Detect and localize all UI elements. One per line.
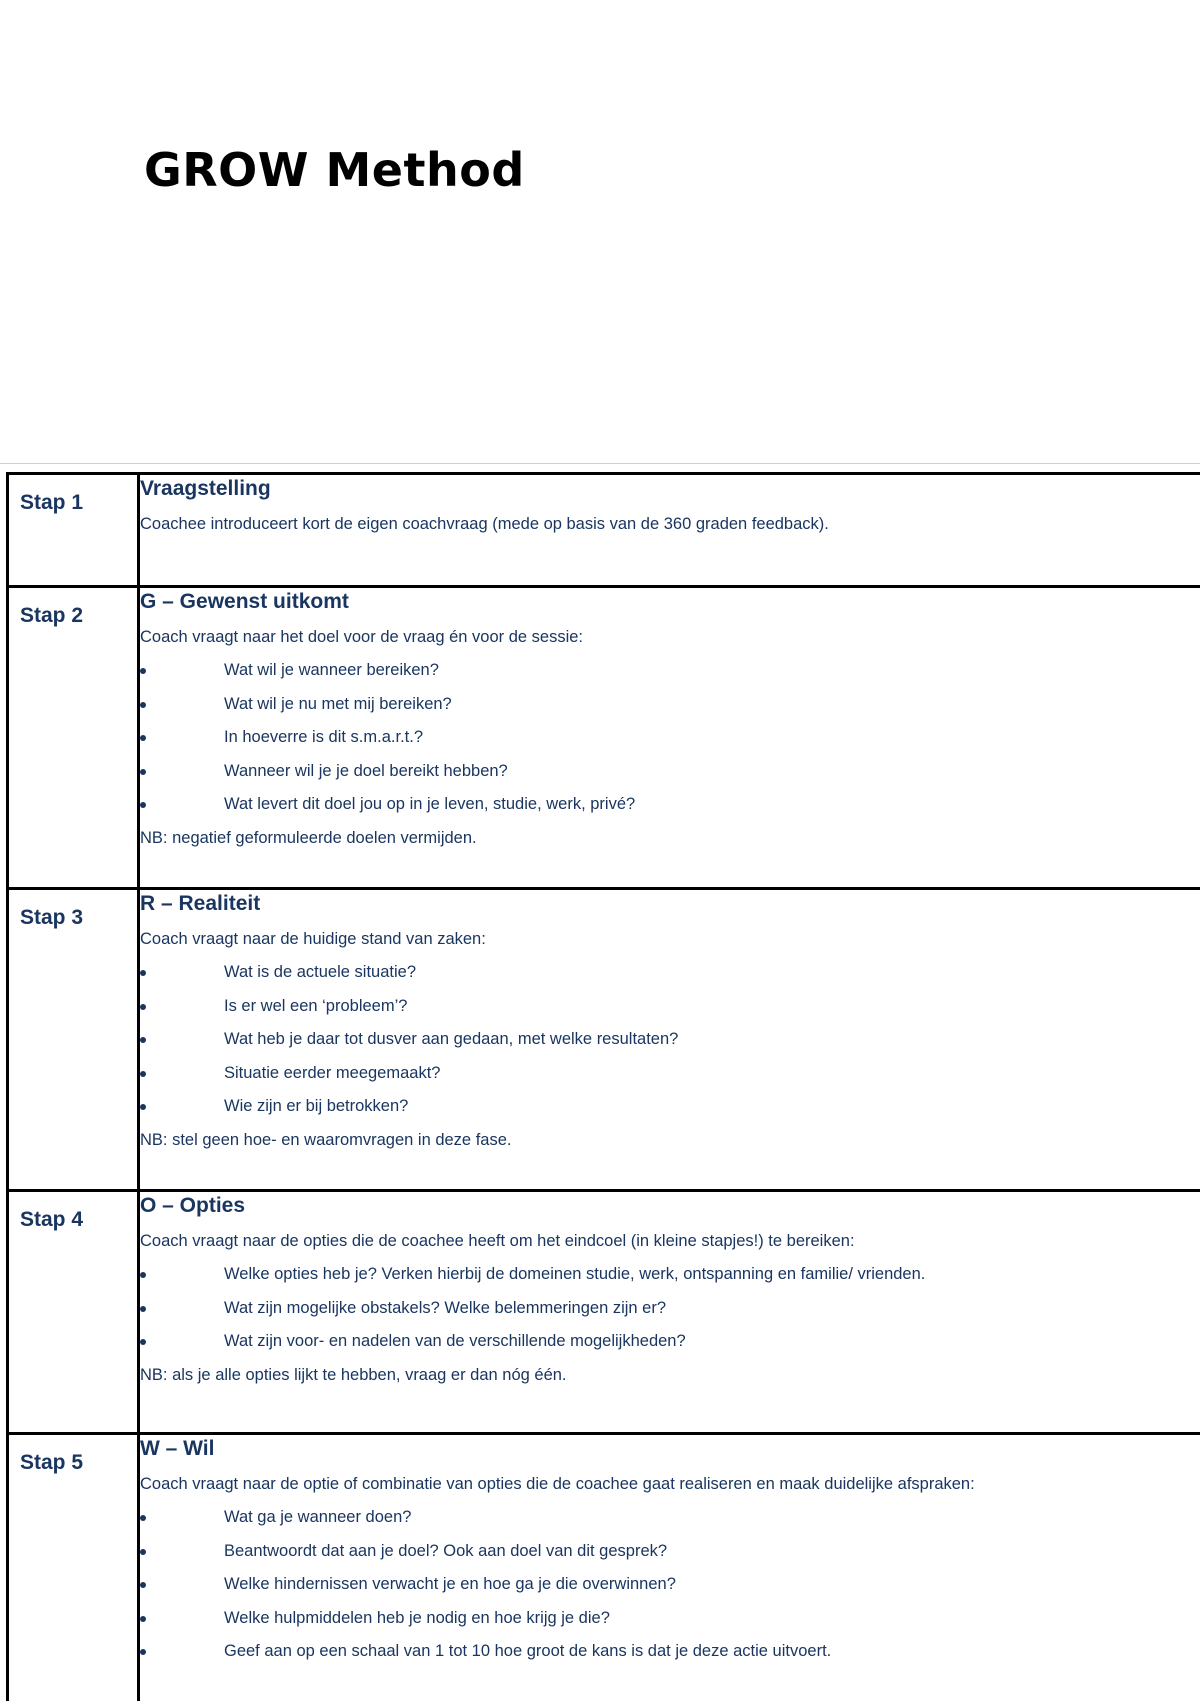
bullet-icon: [140, 1549, 146, 1555]
list-item-text: Welke hindernissen verwacht je en hoe ga je die overwinnen?: [224, 1575, 676, 1593]
list-item: [140, 1297, 1200, 1319]
step-heading: O – Opties: [140, 1192, 1200, 1220]
list-item-text: Wat ga je wanneer doen?: [224, 1508, 411, 1526]
step-content-cell: [139, 889, 1200, 1191]
step-intro: Coachee introduceert kort de eigen coachvraag (mede op basis van de 360 graden feedback).: [140, 513, 1200, 535]
step-intro: Coach vraagt naar de optie of combinatie van opties die de coachee gaat realiseren en maak duidelijke afspraken:: [140, 1473, 1200, 1495]
bullet-icon: [140, 1306, 146, 1312]
step-label-cell: [8, 474, 139, 587]
step-note: NB: als je alle opties lijkt te hebben, vraag er dan nóg één.: [140, 1364, 1200, 1386]
list-item-text: In hoeverre is dit s.m.a.r.t.?: [224, 728, 423, 746]
list-item: [140, 1095, 1200, 1117]
list-item: [140, 1540, 1200, 1562]
bullet-list: [140, 1506, 1200, 1662]
step-label-cell: [8, 889, 139, 1191]
step-note: NB: negatief geformuleerde doelen vermijden.: [140, 827, 1200, 849]
bullet-icon: [140, 1272, 146, 1278]
list-item-text: Beantwoordt dat aan je doel? Ook aan doel van dit gesprek?: [224, 1542, 667, 1560]
list-item: [140, 1330, 1200, 1352]
list-item: [140, 1028, 1200, 1050]
step-label: Stap 3: [9, 890, 137, 930]
bullet-list: [140, 1263, 1200, 1352]
list-item: [140, 1573, 1200, 1595]
step-content-cell: [139, 1191, 1200, 1434]
list-item-text: Wat levert dit doel jou op in je leven, studie, werk, privé?: [224, 795, 635, 813]
bullet-icon: [140, 735, 146, 741]
bullet-icon: [140, 1582, 146, 1588]
step-row: [8, 1434, 1200, 1701]
list-item: [140, 961, 1200, 983]
bullet-icon: [140, 702, 146, 708]
bullet-icon: [140, 1515, 146, 1521]
list-item: [140, 793, 1200, 815]
page-title: GROW Method: [144, 140, 525, 200]
step-note: NB: stel geen hoe- en waaromvragen in deze fase.: [140, 1129, 1200, 1151]
step-row: [8, 587, 1200, 889]
list-item: [140, 1640, 1200, 1662]
grow-steps-table: [6, 472, 1200, 1701]
step-row: [8, 474, 1200, 587]
step-label-cell: [8, 1191, 139, 1434]
header-divider: [0, 463, 1200, 464]
step-label-cell: [8, 1434, 139, 1701]
bullet-icon: [140, 1104, 146, 1110]
bullet-icon: [140, 769, 146, 775]
list-item-text: Wie zijn er bij betrokken?: [224, 1097, 408, 1115]
step-heading: G – Gewenst uitkomt: [140, 588, 1200, 616]
bullet-icon: [140, 970, 146, 976]
list-item-text: Wat zijn voor- en nadelen van de verschillende mogelijkheden?: [224, 1332, 686, 1350]
list-item-text: Wat wil je nu met mij bereiken?: [224, 695, 452, 713]
list-item-text: Is er wel een ‘probleem’?: [224, 997, 407, 1015]
bullet-icon: [140, 802, 146, 808]
step-content-cell: [139, 587, 1200, 889]
step-row: [8, 1191, 1200, 1434]
step-intro: Coach vraagt naar de huidige stand van zaken:: [140, 928, 1200, 950]
list-item-text: Welke opties heb je? Verken hierbij de domeinen studie, werk, ontspanning en familie/ vrienden.: [224, 1265, 925, 1283]
list-item: [140, 693, 1200, 715]
list-item: [140, 1263, 1200, 1285]
step-heading: R – Realiteit: [140, 890, 1200, 918]
bullet-list: [140, 659, 1200, 815]
list-item: [140, 1506, 1200, 1528]
step-row: [8, 889, 1200, 1191]
step-label: Stap 5: [9, 1435, 137, 1475]
bullet-icon: [140, 1649, 146, 1655]
list-item: [140, 659, 1200, 681]
bullet-icon: [140, 1004, 146, 1010]
list-item-text: Situatie eerder meegemaakt?: [224, 1064, 440, 1082]
list-item: [140, 726, 1200, 748]
list-item-text: Wat wil je wanneer bereiken?: [224, 661, 439, 679]
step-label-cell: [8, 587, 139, 889]
list-item-text: Wat heb je daar tot dusver aan gedaan, met welke resultaten?: [224, 1030, 678, 1048]
bullet-icon: [140, 668, 146, 674]
bullet-list: [140, 961, 1200, 1117]
list-item-text: Geef aan op een schaal van 1 tot 10 hoe groot de kans is dat je deze actie uitvoert.: [224, 1642, 831, 1660]
step-label: Stap 1: [9, 475, 137, 515]
step-content-cell: [139, 1434, 1200, 1701]
step-intro: Coach vraagt naar de opties die de coachee heeft om het eindcoel (in kleine stapjes!) te bereiken:: [140, 1230, 1200, 1252]
step-label: Stap 2: [9, 588, 137, 628]
bullet-icon: [140, 1071, 146, 1077]
list-item-text: Wanneer wil je je doel bereikt hebben?: [224, 762, 508, 780]
list-item: [140, 995, 1200, 1017]
bullet-icon: [140, 1037, 146, 1043]
step-label: Stap 4: [9, 1192, 137, 1232]
list-item: [140, 1607, 1200, 1629]
list-item: [140, 760, 1200, 782]
step-heading: W – Wil: [140, 1435, 1200, 1463]
list-item-text: Welke hulpmiddelen heb je nodig en hoe krijg je die?: [224, 1609, 610, 1627]
list-item-text: Wat zijn mogelijke obstakels? Welke belemmeringen zijn er?: [224, 1299, 666, 1317]
bullet-icon: [140, 1616, 146, 1622]
step-heading: Vraagstelling: [140, 475, 1200, 503]
list-item: [140, 1062, 1200, 1084]
list-item-text: Wat is de actuele situatie?: [224, 963, 416, 981]
bullet-icon: [140, 1339, 146, 1345]
step-intro: Coach vraagt naar het doel voor de vraag én voor de sessie:: [140, 626, 1200, 648]
step-content-cell: [139, 474, 1200, 587]
